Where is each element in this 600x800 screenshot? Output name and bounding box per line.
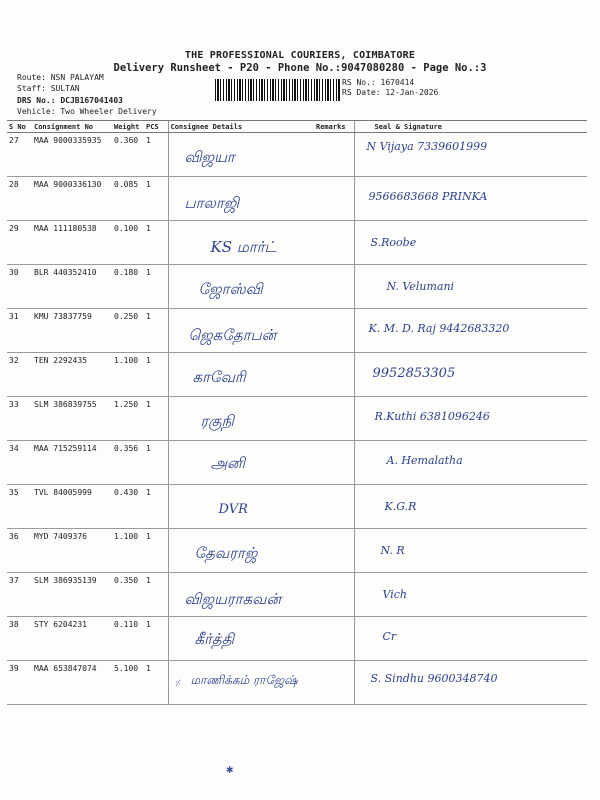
row-weight: 1.100 [112,353,144,397]
row-consignment: MYD 7409376 [32,529,112,573]
col-signature: Seal & Signature [354,121,587,133]
row-pcs: 1 [144,265,168,309]
signature-handwriting: 9566683668 PRINKA [368,190,488,203]
row-consignment: SLM 386935139 [32,573,112,617]
table-row [7,485,587,529]
row-sno: 27 [7,133,32,177]
barcode [215,79,340,101]
table-row [7,397,587,441]
row-weight: 0.180 [112,265,144,309]
row-sno: 39 [7,661,32,705]
signature-handwriting: K.G.R [384,500,417,513]
row-pcs: 1 [144,221,168,265]
signature-handwriting: S.Roobe [370,236,417,249]
row-pcs: 1 [144,177,168,221]
row-pcs: 1 [144,529,168,573]
consignee-handwriting: மாணிக்கம் ராஜேஷ் [190,673,298,687]
row-pcs: 1 [144,397,168,441]
vehicle-label: Vehicle: Two Wheeler Delivery [17,107,157,116]
row-pcs: 1 [144,661,168,705]
consignee-handwriting: பாலாஜி [184,194,240,212]
row-sno: 34 [7,441,32,485]
table-row [7,309,587,353]
drs-number: DRS No.: DCJB167041403 [17,96,123,105]
table-row [7,133,587,177]
row-sno: 36 [7,529,32,573]
ink-mark: ⸓ [175,679,181,689]
row-pcs: 1 [144,485,168,529]
row-weight: 0.360 [112,133,144,177]
signature-handwriting: N Vijaya 7339601999 [366,140,488,153]
row-sno: 28 [7,177,32,221]
consignee-handwriting: KS மார்ட் [210,238,277,256]
table-row [7,265,587,309]
row-weight: 0.110 [112,617,144,661]
row-consignment: BLR 440352410 [32,265,112,309]
col-consignee: Consignee Details [168,121,314,133]
row-weight: 0.085 [112,177,144,221]
row-sno: 29 [7,221,32,265]
table-row [7,177,587,221]
signature-handwriting: Vich [382,588,408,601]
row-consignment: STY 6204231 [32,617,112,661]
table-row [7,661,587,705]
signature-handwriting: A. Hemalatha [386,454,463,467]
route-label: Route: NSN PALAYAM [17,73,104,82]
row-pcs: 1 [144,309,168,353]
consignee-handwriting: காவேரி [192,368,246,386]
col-remarks: Remarks [314,121,354,133]
row-sno: 37 [7,573,32,617]
col-weight: Weight [112,121,144,133]
consignee-handwriting: விஜயராகவன் [184,590,282,608]
col-pcs: PCS [144,121,168,133]
row-consignment: TEN 2292435 [32,353,112,397]
row-sno: 33 [7,397,32,441]
table-header-row [7,121,587,133]
row-weight: 0.250 [112,309,144,353]
table-row [7,353,587,397]
row-consignment: KMU 73837759 [32,309,112,353]
signature-handwriting: Cr [382,630,397,643]
row-weight: 1.250 [112,397,144,441]
table-row [7,573,587,617]
row-consignment: MAA 9000335935 [32,133,112,177]
row-consignment: MAA 653847074 [32,661,112,705]
row-weight: 0.350 [112,573,144,617]
signature-handwriting: R.Kuthi 6381096246 [374,410,490,423]
row-sno: 31 [7,309,32,353]
row-pcs: 1 [144,133,168,177]
row-weight: 5.100 [112,661,144,705]
signature-handwriting: 9952853305 [372,366,456,381]
signature-handwriting: K. M. D. Raj 9442683320 [368,322,510,335]
table-row [7,221,587,265]
row-weight: 0.356 [112,441,144,485]
runsheet-table [7,120,587,705]
row-consignment: SLM 386839755 [32,397,112,441]
company-title: THE PROFESSIONAL COURIERS, COIMBATORE [184,50,416,61]
col-consignment: Consignment No [32,121,112,133]
row-consignment: MAA 111180538 [32,221,112,265]
row-consignment: MAA 9000336130 [32,177,112,221]
row-consignment: TVL 84005999 [32,485,112,529]
row-pcs: 1 [144,573,168,617]
consignee-handwriting: தேவராஜ் [194,544,258,562]
row-sno: 32 [7,353,32,397]
table-row [7,617,587,661]
consignee-handwriting: DVR [218,502,248,517]
col-sno: S No [7,121,32,133]
runsheet-subtitle: Delivery Runsheet - P20 - Phone No.:9047080280 - Page No.:3 [113,62,487,74]
rs-number: RS No.: 1670414 [342,78,415,87]
consignee-handwriting: ஜெகதோபன் [188,326,277,344]
consignee-handwriting: கீர்த்தி [194,630,234,648]
row-sno: 38 [7,617,32,661]
staff-label: Staff: SULTAN [17,84,80,93]
signature-handwriting: N. Velumani [386,280,455,293]
row-pcs: 1 [144,441,168,485]
signature-handwriting: S. Sindhu 9600348740 [370,672,498,685]
row-sno: 35 [7,485,32,529]
row-consignment: MAA 715259114 [32,441,112,485]
row-pcs: 1 [144,353,168,397]
consignee-handwriting: விஜயா [184,148,235,166]
row-weight: 0.430 [112,485,144,529]
table-row [7,529,587,573]
consignee-handwriting: அனி [210,454,246,472]
rs-date: RS Date: 12-Jan-2026 [342,88,439,97]
consignee-handwriting: ஜோஸ்வி [198,280,263,298]
row-weight: 0.100 [112,221,144,265]
consignee-handwriting: ரகுநி [200,412,234,430]
table-row [7,441,587,485]
row-weight: 1.100 [112,529,144,573]
ink-smudge: ✱ [226,762,234,776]
row-sno: 30 [7,265,32,309]
signature-handwriting: N. R [380,544,405,557]
row-pcs: 1 [144,617,168,661]
